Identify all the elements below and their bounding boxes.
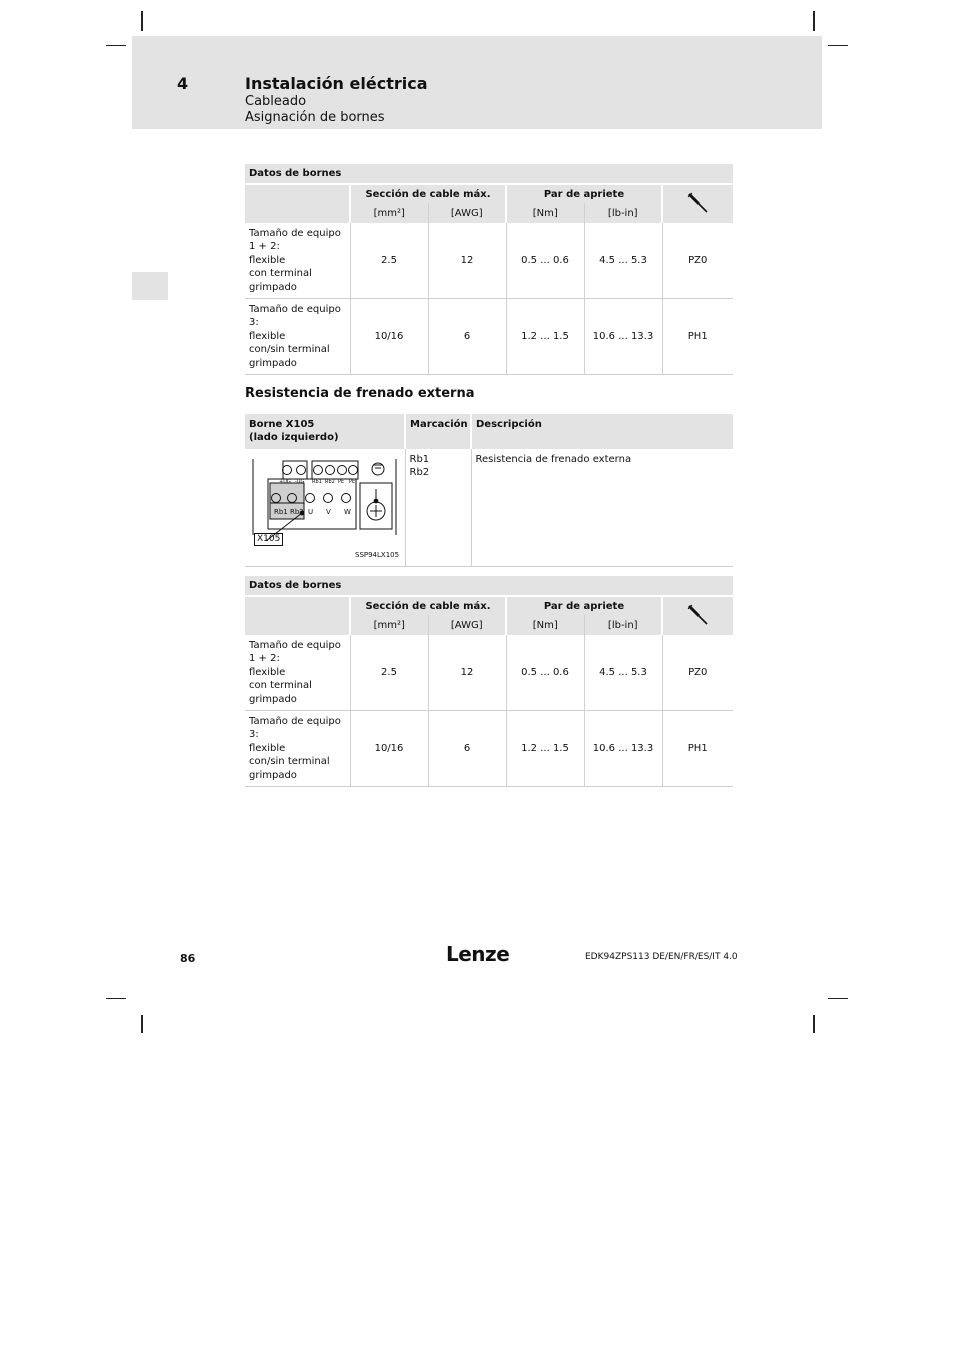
crop-mark (828, 45, 848, 46)
unit-awg: [AWG] (428, 203, 506, 223)
figure-code: SSP94LX105 (355, 550, 400, 559)
figure-label: U (308, 507, 314, 516)
description-column-header: Descripción (471, 414, 733, 449)
terminal-column-header (245, 414, 405, 449)
cell-lbin: 10.6 ... 13.3 (584, 711, 662, 787)
unit-nm: [Nm] (506, 615, 584, 635)
cable-section-header: Sección de cable máx. (350, 184, 506, 203)
cell-mm2: 10/16 (350, 299, 428, 375)
cable-section-header: Sección de cable máx. (350, 596, 506, 615)
figure-label: +UG (279, 478, 291, 485)
cell-awg: 12 (428, 635, 506, 711)
unit-lbin: [lb-in] (584, 615, 662, 635)
unit-mm2: [mm²] (350, 615, 428, 635)
header-line: Borne X105 (249, 419, 315, 430)
header-band (132, 36, 822, 129)
crop-mark (828, 998, 848, 999)
crop-mark (141, 11, 143, 31)
label-line: grimpado (249, 769, 297, 781)
row-label (245, 223, 350, 299)
table-header-empty (245, 596, 350, 635)
cell-tool: PH1 (662, 711, 733, 787)
label-line: 1 + 2: (249, 653, 280, 665)
cell-tool: PZ0 (662, 635, 733, 711)
screwdriver-icon (685, 602, 711, 628)
brand-logo: Lenze (446, 942, 510, 966)
label-line: flexible (249, 330, 286, 342)
marking-value: Rb1 (409, 453, 430, 465)
terminal-data-table (245, 164, 733, 375)
marking-cell (405, 449, 471, 567)
cell-awg: 6 (428, 711, 506, 787)
unit-nm: [Nm] (506, 203, 584, 223)
terminal-figure-cell (245, 449, 405, 567)
figure-label: PE (338, 478, 345, 485)
cell-tool: PH1 (662, 299, 733, 375)
label-line: con terminal (249, 680, 312, 692)
crop-mark (106, 998, 126, 999)
label-line: Tamaño de equipo (249, 716, 341, 728)
label-line: Tamaño de equipo (249, 228, 341, 239)
marking-column-header: Marcación (405, 414, 471, 449)
label-line: con terminal (249, 268, 312, 280)
torque-header: Par de apriete (506, 596, 662, 615)
figure-terminal-label: X105 (254, 533, 283, 546)
table-header-empty (245, 184, 350, 223)
figure-label: Rb2 (325, 478, 335, 485)
cell-mm2: 2.5 (350, 223, 428, 299)
row-label (245, 711, 350, 787)
label-line: Tamaño de equipo (249, 640, 341, 651)
label-line: grimpado (249, 281, 297, 293)
screwdriver-icon (685, 190, 711, 216)
label-line: 3: (249, 317, 259, 329)
cell-nm: 0.5 ... 0.6 (506, 223, 584, 299)
crop-mark (141, 1015, 143, 1033)
label-line: flexible (249, 254, 286, 266)
cell-tool: PZ0 (662, 223, 733, 299)
cell-mm2: 2.5 (350, 635, 428, 711)
cell-nm: 1.2 ... 1.5 (506, 711, 584, 787)
crop-mark (813, 1015, 815, 1033)
row-label (245, 299, 350, 375)
cell-awg: 6 (428, 299, 506, 375)
description-cell: Resistencia de frenado externa (475, 453, 632, 465)
row-label (245, 635, 350, 711)
chapter-title: Instalación eléctrica (245, 74, 428, 93)
label-line: con/sin terminal (249, 756, 330, 768)
terminal-data-table (245, 576, 733, 787)
crop-mark (813, 11, 815, 31)
torque-header: Par de apriete (506, 184, 662, 203)
chapter-tab (132, 272, 168, 300)
marking-value: Rb2 (409, 467, 430, 479)
label-line: flexible (249, 666, 286, 678)
figure-label: Rb1 (274, 507, 288, 516)
table-title: Datos de bornes (245, 576, 733, 596)
section-heading: Resistencia de frenado externa (245, 386, 475, 401)
crop-mark (106, 45, 126, 46)
section-subtitle: Asignación de bornes (245, 110, 385, 125)
label-line: 1 + 2: (249, 241, 280, 253)
cell-lbin: 10.6 ... 13.3 (584, 299, 662, 375)
label-line: 3: (249, 729, 259, 741)
figure-label: V (326, 507, 331, 516)
label-line: flexible (249, 742, 286, 754)
label-line: Tamaño de equipo (249, 304, 341, 316)
label-line: con/sin terminal (249, 344, 330, 356)
cell-nm: 0.5 ... 0.6 (506, 635, 584, 711)
cell-mm2: 10/16 (350, 711, 428, 787)
figure-label: Rb2 (290, 507, 304, 516)
page-number: 86 (180, 952, 196, 965)
unit-awg: [AWG] (428, 615, 506, 635)
label-line: grimpado (249, 357, 297, 369)
label-line: grimpado (249, 693, 297, 705)
cell-lbin: 4.5 ... 5.3 (584, 635, 662, 711)
chapter-number: 4 (177, 74, 189, 93)
tool-header (662, 184, 733, 223)
document-id: EDK94ZPS113 DE/EN/FR/ES/IT 4.0 (585, 952, 738, 962)
section-subtitle: Cableado (245, 94, 307, 109)
header-line: (lado izquierdo) (249, 432, 339, 444)
figure-label: Rb1 (312, 478, 322, 485)
cell-lbin: 4.5 ... 5.3 (584, 223, 662, 299)
unit-mm2: [mm²] (350, 203, 428, 223)
unit-lbin: [lb-in] (584, 203, 662, 223)
figure-label: W (344, 507, 351, 516)
table-title: Datos de bornes (245, 164, 733, 184)
figure-label: PE (349, 478, 356, 485)
figure-label: -UG (295, 478, 305, 485)
brake-resistor-table (245, 414, 733, 567)
cell-nm: 1.2 ... 1.5 (506, 299, 584, 375)
tool-header (662, 596, 733, 635)
cell-awg: 12 (428, 223, 506, 299)
